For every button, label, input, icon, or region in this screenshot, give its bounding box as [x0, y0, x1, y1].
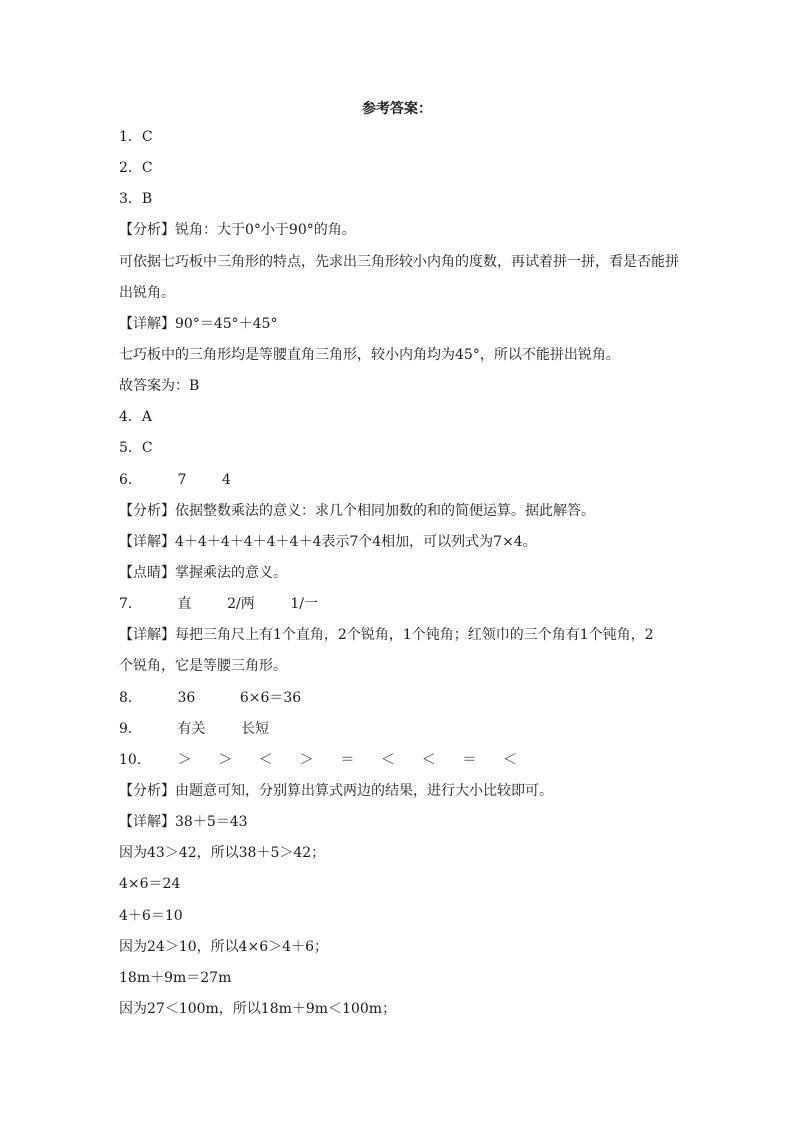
detail-line: 【详解】4＋4＋4＋4＋4＋4＋4表示7个4相加，可以列式为7×4。 [119, 533, 537, 550]
detail-line: 18m＋9m＝27m [119, 969, 232, 986]
answer-line: 2．C [119, 160, 153, 177]
detail-line: 【详解】38＋5＝43 [119, 814, 248, 831]
answer-line: 3．B [119, 191, 153, 208]
answer-list [119, 122, 699, 1025]
answer-line: 1．C [119, 129, 153, 145]
tip-line: 【点睛】掌握乘法的意义。 [119, 564, 287, 581]
detail-line: 4＋6＝10 [119, 907, 183, 924]
detail-line: 七巧板中的三角形均是等腰直角三角形，较小内角均为45°，所以不能拼出锐角。 [119, 346, 620, 363]
analysis-line: 【分析】由题意可知，分别算出算式两边的结果，进行大小比较即可。 [119, 782, 553, 799]
answer-line: 故答案为：B [119, 378, 200, 395]
detail-line: 【详解】90°＝45°＋45° [119, 315, 278, 332]
detail-line: 4×6＝24 [119, 876, 181, 893]
analysis-line: 出锐角。 [119, 284, 175, 301]
page-title: 参考答案： [362, 101, 432, 117]
analysis-line: 【分析】锐角：大于0°小于90°的角。 [119, 222, 356, 239]
detail-line: 因为43＞42，所以38＋5＞42； [119, 845, 326, 862]
detail-line: 【详解】每把三角尺上有1个直角，2个锐角，1个钝角；红领巾的三个角有1个钝角，2 [119, 627, 654, 644]
detail-line: 个锐角，它是等腰三角形。 [119, 658, 287, 675]
answer-line: 4．A [119, 409, 153, 426]
answer-line: 7． 直 2/两 1/一 [119, 596, 318, 613]
answer-line: 6． 7 4 [119, 471, 231, 488]
answer-line: 5．C [119, 440, 153, 457]
answer-line: 10． ＞ ＞ ＜ ＞ ＝ ＜ ＜ ＝ ＜ [119, 751, 518, 768]
analysis-line: 可依据七巧板中三角形的特点，先求出三角形较小内角的度数，再试着拼一拼，看是否能拼 [119, 253, 679, 270]
detail-line: 因为24＞10，所以4×6＞4＋6； [119, 938, 328, 955]
answer-line: 8． 36 6×6＝36 [119, 689, 302, 706]
detail-line: 因为27＜100m，所以18m＋9m＜100m； [119, 1000, 397, 1017]
analysis-line: 【分析】依据整数乘法的意义：求几个相同加数的和的简便运算。据此解答。 [119, 502, 595, 519]
answer-line: 9． 有关 长短 [119, 720, 270, 737]
